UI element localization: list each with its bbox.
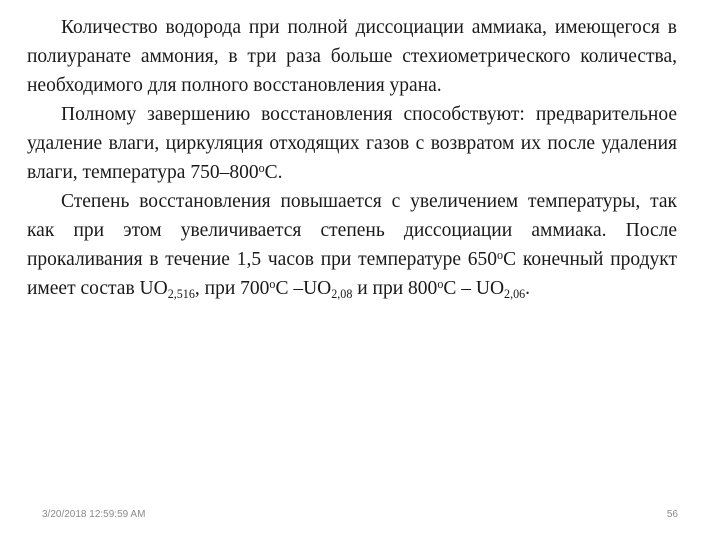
paragraph-reduction-degree <box>27 187 677 303</box>
paragraph-reduction-conditions <box>27 100 677 187</box>
paragraph-text: С – UO <box>443 278 505 299</box>
paragraph-text: , при 700 <box>194 278 270 299</box>
formula-subscript: 2,08 <box>331 286 353 301</box>
degree-superscript: о <box>497 247 504 262</box>
paragraph-text: Количество водорода при полной диссоциации аммиака, имеющегося в полиуранате аммония, в три раза больше стехиометрического количества, необходимого для полного восстановления урана. <box>27 17 677 96</box>
paragraph-text: Полному завершению восстановления способствуют: предварительное удаление влаги, циркуляция отходящих газов с возвратом их после удаления влаги, температура 750–800 <box>27 104 677 183</box>
paragraph-text: и при 800 <box>352 278 438 299</box>
paragraph-text-end: С. <box>264 162 283 183</box>
slide-body <box>27 13 677 303</box>
degree-superscript: о <box>269 276 276 291</box>
paragraph-text: С конечный продукт имеет состав UO <box>27 249 677 299</box>
formula-subscript: 2,06 <box>504 286 526 301</box>
footer-page-number: 56 <box>666 509 678 520</box>
paragraph-text: Степень восстановления повышается с увеличением температуры, так как при этом увеличивается степень диссоциации аммиака. После прокаливания в течение 1,5 часов при температуре 650 <box>27 191 677 270</box>
degree-superscript: о <box>258 160 265 175</box>
paragraph-text-end: . <box>525 278 531 299</box>
footer-date: 3/20/2018 12:59:59 AM <box>42 509 146 520</box>
paragraph-text: С –UO <box>275 278 332 299</box>
degree-superscript: о <box>437 276 444 291</box>
formula-subscript: 2,516 <box>167 286 195 301</box>
paragraph-hydrogen-amount <box>27 13 677 100</box>
